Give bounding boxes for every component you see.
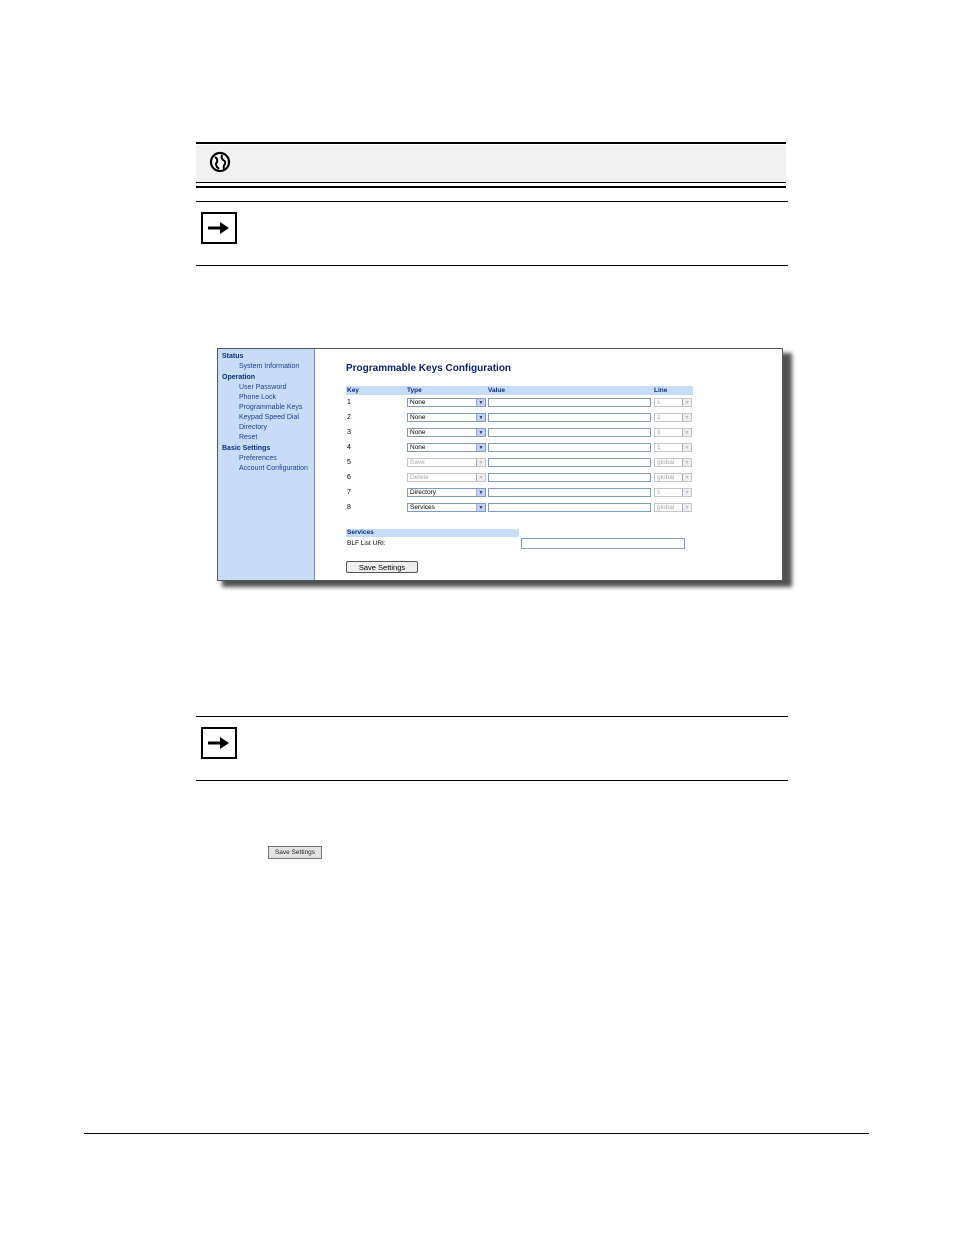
row-line-value: global	[657, 459, 675, 466]
main-panel	[316, 349, 782, 580]
row-line-select[interactable]	[654, 443, 692, 452]
row-type-select[interactable]	[407, 503, 486, 512]
chevron-down-icon[interactable]: ▼	[682, 414, 691, 421]
row-line-value: 1	[657, 414, 661, 421]
note2-bottom-rule	[196, 780, 788, 781]
row-type-select[interactable]	[407, 443, 486, 452]
note1-arrow-box	[201, 212, 237, 244]
row-value-input[interactable]	[488, 473, 651, 482]
chevron-down-icon[interactable]: ▼	[682, 444, 691, 451]
row-type-value: None	[410, 444, 426, 451]
sidebar-item-keypad-speed-dial[interactable]: Keypad Speed Dial	[239, 414, 299, 421]
chevron-down-icon[interactable]: ▼	[476, 459, 485, 466]
row-value-input[interactable]	[488, 503, 651, 512]
row-type-value: None	[410, 399, 426, 406]
chevron-down-icon[interactable]: ▼	[682, 474, 691, 481]
top-rule-3	[196, 186, 786, 188]
row-line-value: 1	[657, 429, 661, 436]
row-value-input[interactable]	[488, 398, 651, 407]
sidebar-item-system-information[interactable]: System Information	[239, 363, 300, 370]
sidebar-item-programmable-keys[interactable]: Programmable Keys	[239, 404, 303, 411]
note2-top-rule	[196, 716, 788, 717]
row-type-value: None	[410, 414, 426, 421]
chevron-down-icon[interactable]: ▼	[476, 489, 485, 496]
chevron-down-icon[interactable]: ▼	[682, 504, 691, 511]
column-header-type: Type	[406, 386, 487, 395]
row-value-input[interactable]	[488, 443, 651, 452]
chevron-down-icon[interactable]: ▼	[476, 429, 485, 436]
blf-list-uri-input[interactable]	[521, 538, 685, 549]
column-header-key: Key	[346, 386, 406, 395]
row-line-value: 1	[657, 489, 661, 496]
sidebar	[218, 349, 315, 580]
row-type-value: Services	[410, 504, 435, 511]
sidebar-item-phone-lock[interactable]: Phone Lock	[239, 394, 276, 401]
sidebar-section-status[interactable]: Status	[222, 353, 244, 360]
save-settings-button[interactable]: Save Settings	[346, 561, 418, 573]
row-line-select[interactable]	[654, 488, 692, 497]
note1-bottom-rule	[196, 265, 788, 266]
row-key-label: 4	[347, 444, 351, 451]
footer-rule	[84, 1133, 869, 1134]
row-line-select[interactable]	[654, 473, 692, 482]
row-key-label: 5	[347, 459, 351, 466]
row-line-select[interactable]	[654, 428, 692, 437]
row-type-select[interactable]	[407, 413, 486, 422]
chevron-down-icon[interactable]: ▼	[476, 414, 485, 421]
sidebar-item-preferences[interactable]: Preferences	[239, 455, 277, 462]
row-value-input[interactable]	[488, 488, 651, 497]
web-ui-screenshot	[217, 348, 783, 581]
row-type-value: Save	[410, 459, 425, 466]
row-value-input[interactable]	[488, 413, 651, 422]
chevron-down-icon[interactable]: ▼	[682, 459, 691, 466]
top-rule-1	[196, 142, 786, 144]
row-key-label: 7	[347, 489, 351, 496]
globe-icon	[209, 151, 231, 173]
row-value-input[interactable]	[488, 458, 651, 467]
sidebar-section-basic-settings[interactable]: Basic Settings	[222, 445, 271, 452]
sidebar-item-directory[interactable]: Directory	[239, 424, 268, 431]
web-ui-note-bar	[196, 145, 786, 182]
row-key-label: 3	[347, 429, 351, 436]
chevron-down-icon[interactable]: ▼	[682, 489, 691, 496]
column-header-value: Value	[487, 386, 653, 395]
row-line-value: 1	[657, 399, 661, 406]
sidebar-item-user-password[interactable]: User Password	[239, 384, 287, 391]
chevron-down-icon[interactable]: ▼	[682, 429, 691, 436]
row-line-select[interactable]	[654, 503, 692, 512]
services-header: Services	[346, 529, 519, 537]
row-type-value: Delete	[410, 474, 429, 481]
row-type-select[interactable]	[407, 398, 486, 407]
chevron-down-icon[interactable]: ▼	[682, 399, 691, 406]
sidebar-item-account-configuration[interactable]: Account Configuration	[239, 465, 308, 472]
row-key-label: 6	[347, 474, 351, 481]
note2-arrow-box	[201, 727, 237, 759]
row-type-select[interactable]	[407, 488, 486, 497]
row-key-label: 2	[347, 414, 351, 421]
row-line-select[interactable]	[654, 458, 692, 467]
arrow-right-icon	[207, 221, 231, 235]
row-type-value: None	[410, 429, 426, 436]
arrow-right-icon	[207, 736, 231, 750]
note1-top-rule	[196, 201, 788, 202]
sidebar-item-reset[interactable]: Reset	[239, 434, 258, 441]
row-line-value: global	[657, 474, 675, 481]
row-type-select[interactable]	[407, 458, 486, 467]
row-line-value: global	[657, 504, 675, 511]
chevron-down-icon[interactable]: ▼	[476, 474, 485, 481]
row-key-label: 8	[347, 504, 351, 511]
chevron-down-icon[interactable]: ▼	[476, 504, 485, 511]
row-type-select[interactable]	[407, 428, 486, 437]
page-title: Programmable Keys Configuration	[346, 363, 512, 374]
chevron-down-icon[interactable]: ▼	[476, 444, 485, 451]
column-header-line: Line	[653, 386, 693, 395]
inline-save-settings-button[interactable]: Save Settings	[268, 846, 322, 859]
row-line-select[interactable]	[654, 398, 692, 407]
row-type-select[interactable]	[407, 473, 486, 482]
row-line-select[interactable]	[654, 413, 692, 422]
chevron-down-icon[interactable]: ▼	[476, 399, 485, 406]
row-value-input[interactable]	[488, 428, 651, 437]
blf-list-uri-label: BLF List URI:	[347, 540, 386, 547]
sidebar-section-operation[interactable]: Operation	[222, 374, 256, 381]
row-key-label: 1	[347, 399, 351, 406]
row-line-value: 1	[657, 444, 661, 451]
row-type-value: Directory	[410, 489, 437, 496]
top-rule-2	[196, 182, 786, 183]
